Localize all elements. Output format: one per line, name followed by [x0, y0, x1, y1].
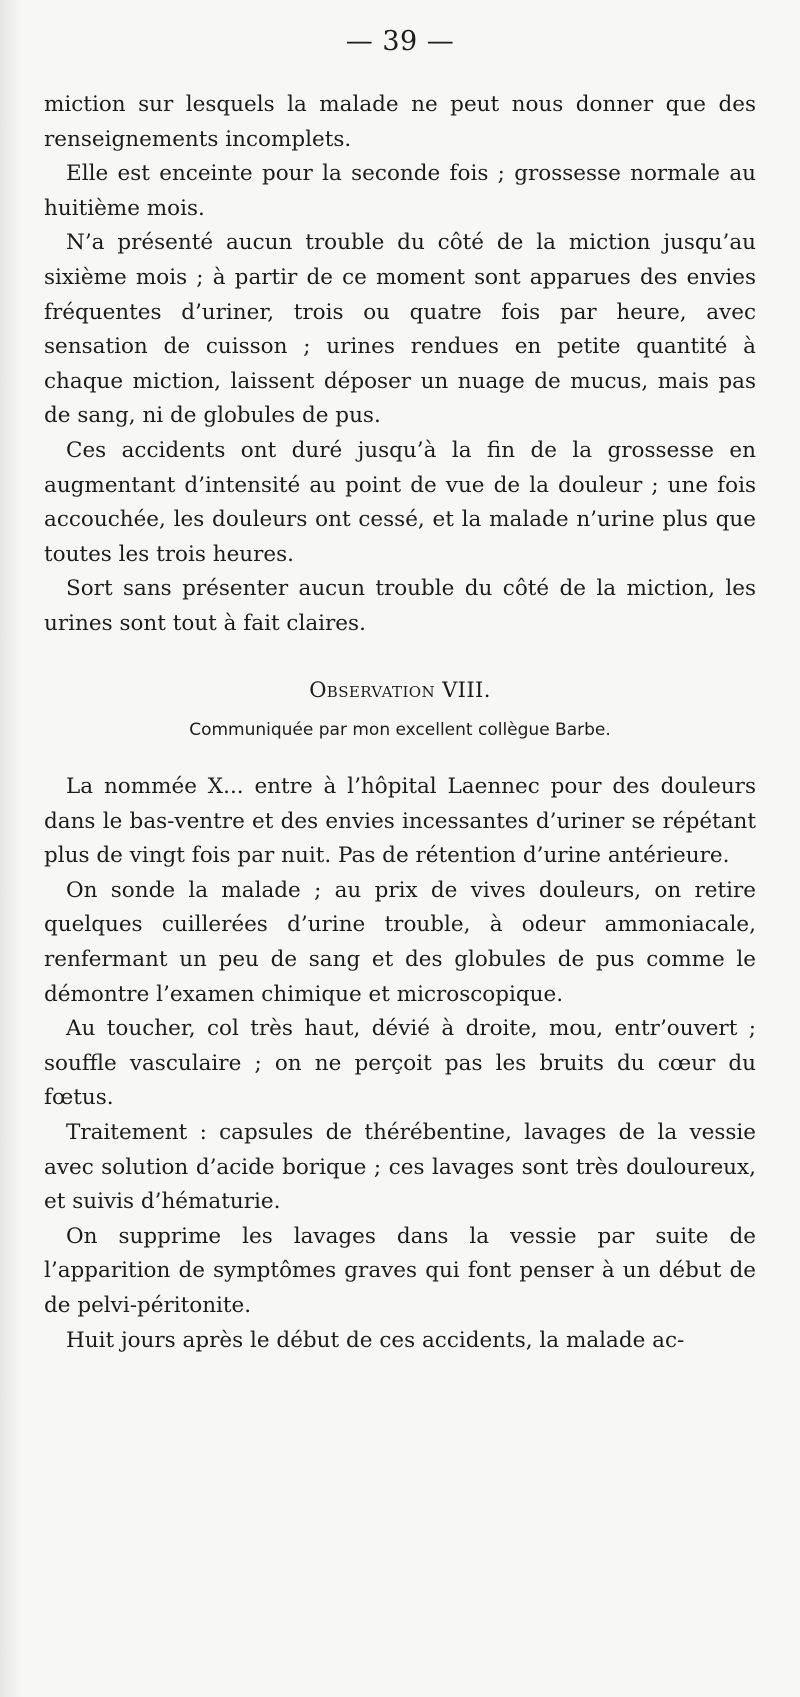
- observation-subtitle: Communiquée par mon excellent collègue Barbe.: [189, 719, 611, 740]
- page-edge-shadow: [0, 0, 22, 1697]
- paragraph: La nommée X... entre à l’hôpital Laennec pour des douleurs dans le bas-ventre et des envies incessantes d’uriner se répétant plus de vingt fois par nuit. Pas de rétention d’urine antérieure.: [44, 774, 756, 869]
- observation-title: Observation VIII.: [309, 677, 491, 702]
- paragraph: Sort sans présenter aucun trouble du côté de la miction, les urines sont tout à fait claires.: [44, 576, 756, 636]
- paragraph: N’a présenté aucun trouble du côté de la miction jusqu’au sixième mois ; à partir de ce moment sont apparues des envies fréquentes d’uriner, trois ou quatre fois par heure, avec sensation de cuisson ; urines rendues en petite quantité à chaque miction, laissent déposer un nuage de mucus, mais pas de sang, ni de globules de pus.: [44, 230, 756, 429]
- paragraph: On supprime les lavages dans la vessie par suite de l’apparition de symptômes graves qui font penser à un début de de pelvi-péritonite.: [44, 1223, 756, 1318]
- paragraph: Elle est enceinte pour la seconde fois ; grossesse normale au huitième mois.: [44, 161, 756, 221]
- paragraph: Au toucher, col très haut, dévié à droite, mou, entr’ouvert ; souffle vasculaire ; on ne perçoit pas les bruits du cœur du fœtus.: [44, 1016, 756, 1111]
- paragraph: Traitement : capsules de thérébentine, lavages de la vessie avec solution d’acide borique ; ces lavages sont très douloureux, et suivis d’hématurie.: [44, 1120, 756, 1215]
- paragraph: On sonde la malade ; au prix de vives douleurs, on retire quelques cuillerées d’urine trouble, à odeur ammoniacale, renfermant un peu de sang et des globules de pus comme le démontre l’examen chimique et microscopique.: [44, 877, 756, 1007]
- paragraph: Ces accidents ont duré jusqu’à la fin de la grossesse en augmentant d’intensité au point de vue de la douleur ; une fois accouchée, les douleurs ont cessé, et la malade n’urine plus que toutes les trois heures.: [44, 437, 756, 567]
- paragraph: Huit jours après le début de ces accidents, la malade ac-: [66, 1327, 685, 1353]
- page-number: — 39 —: [345, 26, 455, 57]
- book-page: [44, 28, 756, 1358]
- paragraph: miction sur lesquels la malade ne peut nous donner que des renseignements incomplets.: [44, 92, 756, 152]
